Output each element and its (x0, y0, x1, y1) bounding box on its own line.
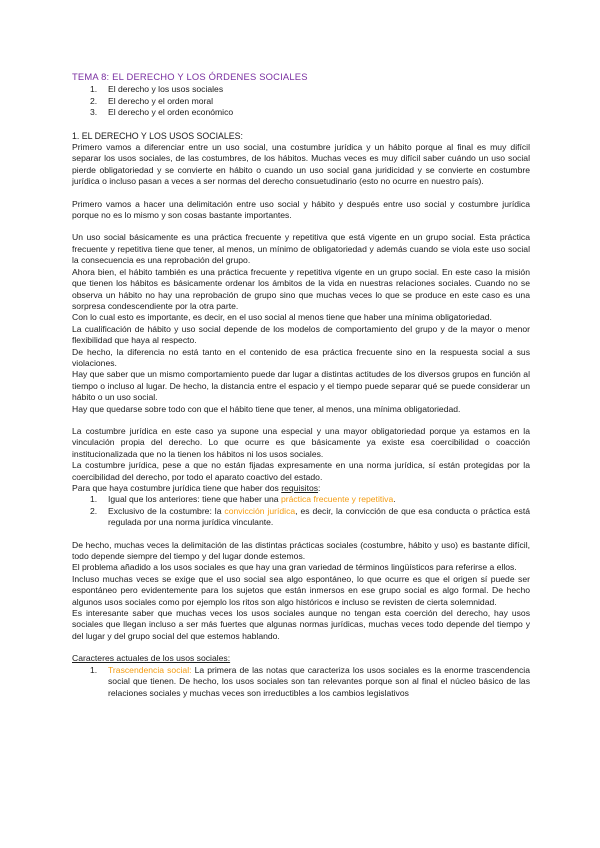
paragraph: La cualificación de hábito y uso social depende de los modelos de comportamiento del grupo y de la mayor o menor flexibilidad que haya al respecto. (72, 323, 530, 346)
paragraph: El problema añadido a los usos sociales es que hay una gran variedad de términos lingüísticos para referirse a ellos. (72, 562, 517, 573)
requirement-post: . (393, 494, 396, 505)
toc-item (72, 84, 530, 95)
requirements-intro-text: Para que haya costumbre jurídica tiene que haber dos (72, 483, 282, 493)
requirement-pre: Exclusivo de la costumbre: la (108, 505, 225, 516)
requirement-text (108, 506, 530, 529)
requirements-list (72, 494, 530, 528)
requirement-post: , es decir, la convicción de que esa conducta o práctica está regulada por una norma jurídica vinculante. (108, 505, 530, 528)
page-title: TEMA 8: EL DERECHO Y LOS ÓRDENES SOCIALES (72, 71, 308, 82)
document-body (72, 71, 530, 699)
table-of-contents (72, 84, 530, 118)
section-heading: 1. EL DERECHO Y LOS USOS SOCIALES: (72, 130, 243, 141)
paragraph: Ahora bien, el hábito también es una práctica frecuente y repetitiva vigente en un grupo social. En este caso la misión que tienen los hábitos es básicamente ordenar los ámbitos de la vida en nuestras relaciones sociales. Cuando no se observa un hábito no hay una reprobación de grupo sino que muchas veces lo que se produce en este caso es una sorpresa condescendiente por la otra parte. (72, 266, 530, 311)
requirement-pre: Igual que los anteriores: tiene que haber una (108, 494, 281, 505)
paragraph: La costumbre jurídica, pese a que no están fijadas expresamente en una norma jurídica, sí están protegidas por la coercibilidad del derecho, por todo el aparato coactivo del estado. (72, 460, 530, 482)
requirement-item (72, 494, 530, 505)
paragraph: Primero vamos a hacer una delimitación entre uso social y hábito y después entre uso social y costumbre jurídica porque no es lo mismo y son cosas bastante importantes. (72, 198, 530, 221)
requirement-number: 1. (90, 494, 98, 505)
paragraph: De hecho, muchas veces la delimitación de las distintas prácticas sociales (costumbre, hábito y uso) es bastante difícil, todo depende siempre del tiempo y del lugar donde estemos. (72, 539, 530, 562)
requirement-text (108, 494, 530, 505)
requirement-item (72, 506, 530, 529)
requirement-highlight: práctica frecuente y repetitiva (280, 494, 394, 505)
paragraph: Incluso muchas veces se exige que el uso social sea algo espontáneo, lo que ocurre es que el origen sí puede ser espontáneo pero evidentemente para los sujetos que están inmersos en ese grupo social es algo formal. De hecho algunos usos sociales como por ejemplo los ritos son algo históricos e incluso se revisten de cierta solemnidad. (72, 573, 530, 607)
toc-label: El derecho y los usos sociales (108, 84, 224, 95)
paragraph: De hecho, la diferencia no está tanto en el contenido de esa práctica frecuente sino en la respuesta social a sus violaciones. (72, 346, 530, 368)
requirements-colon: : (318, 483, 321, 493)
requirement-number: 2. (90, 505, 98, 516)
toc-number: 1. (90, 84, 98, 95)
characteristics-list (72, 665, 530, 699)
characteristic-body: La primera de las notas que caracteriza los usos sociales es la enorme trascendencia social que tienen. De hecho, los usos sociales son tan relevantes porque son al final el núcleo básico de las relaciones sociales y muchas veces son irreductibles a los cambios legislativos (108, 664, 530, 698)
toc-item (72, 96, 530, 107)
paragraph: Hay que saber que un mismo comportamiento puede dar lugar a distintas actitudes de los diversos grupos en función al tiempo o incluso al lugar. De hecho, la distancia entre el espacio y el tiempo puede separar qué se puede considerar un hábito o un uso social. (72, 369, 530, 403)
characteristic-item (72, 665, 530, 699)
toc-label: El derecho y el orden moral (108, 95, 214, 106)
paragraph: Hay que quedarse sobre todo con que el hábito tiene que tener, al menos, una mínima obligatoriedad. (72, 403, 461, 414)
paragraph: Con lo cual esto es importante, es decir, en el uso social al menos tiene que haber una mínima obligatoriedad. (72, 312, 492, 323)
characteristic-number: 1. (90, 664, 98, 675)
toc-item (72, 107, 530, 118)
toc-label: El derecho y el orden económico (108, 107, 234, 118)
paragraph: Es interesante saber que muchas veces los usos sociales aunque no tengan esta coerción del derecho, hay usos sociales que llegan incluso a ser más fuertes que algunas normas jurídicas, muchas veces todo depende del tiempo y del lugar y del grupo social del que estemos hablando. (72, 608, 530, 641)
paragraph: Un uso social básicamente es una práctica frecuente y repetitiva que está vigente en un grupo social. Esta práctica frecuente y repetitiva tiene que tener, al menos, un mínimo de obligatoriedad y además cuando se viola este uso social la consecuencia es una reprobación del grupo. (72, 232, 530, 266)
paragraph: Primero vamos a diferenciar entre un uso social, una costumbre jurídica y un hábito porque al final es muy difícil separar los usos sociales, de las costumbres, de los hábitos. Muchas veces es muy difícil saber cuándo un uso social pierde obligatoriedad y se convierte en hábito o cuando un uso social gana juridicidad y se convierte en costumbre jurídica o incluso pasan a veces a ser normas del derecho consuetudinario (esto no ocurre en nuestro país). (72, 142, 530, 187)
requirements-intro (72, 483, 530, 494)
characteristic-highlight: Trascendencia social: (108, 664, 192, 675)
requirements-word: requisitos (281, 483, 319, 493)
toc-number: 3. (90, 107, 98, 118)
characteristic-text (108, 665, 530, 699)
characteristics-heading: Caracteres actuales de los usos sociales: (72, 653, 231, 664)
requirement-highlight: convicción jurídica (224, 505, 296, 516)
paragraph: La costumbre jurídica en este caso ya supone una especial y una mayor obligatoriedad porque ya estamos en la vinculación propia del derecho. Lo que ocurre es que básicamente ya existe esa coercibilidad o coacción institucionalizada que no la tienen los hábitos ni los usos sociales. (72, 425, 530, 459)
toc-number: 2. (90, 95, 98, 106)
